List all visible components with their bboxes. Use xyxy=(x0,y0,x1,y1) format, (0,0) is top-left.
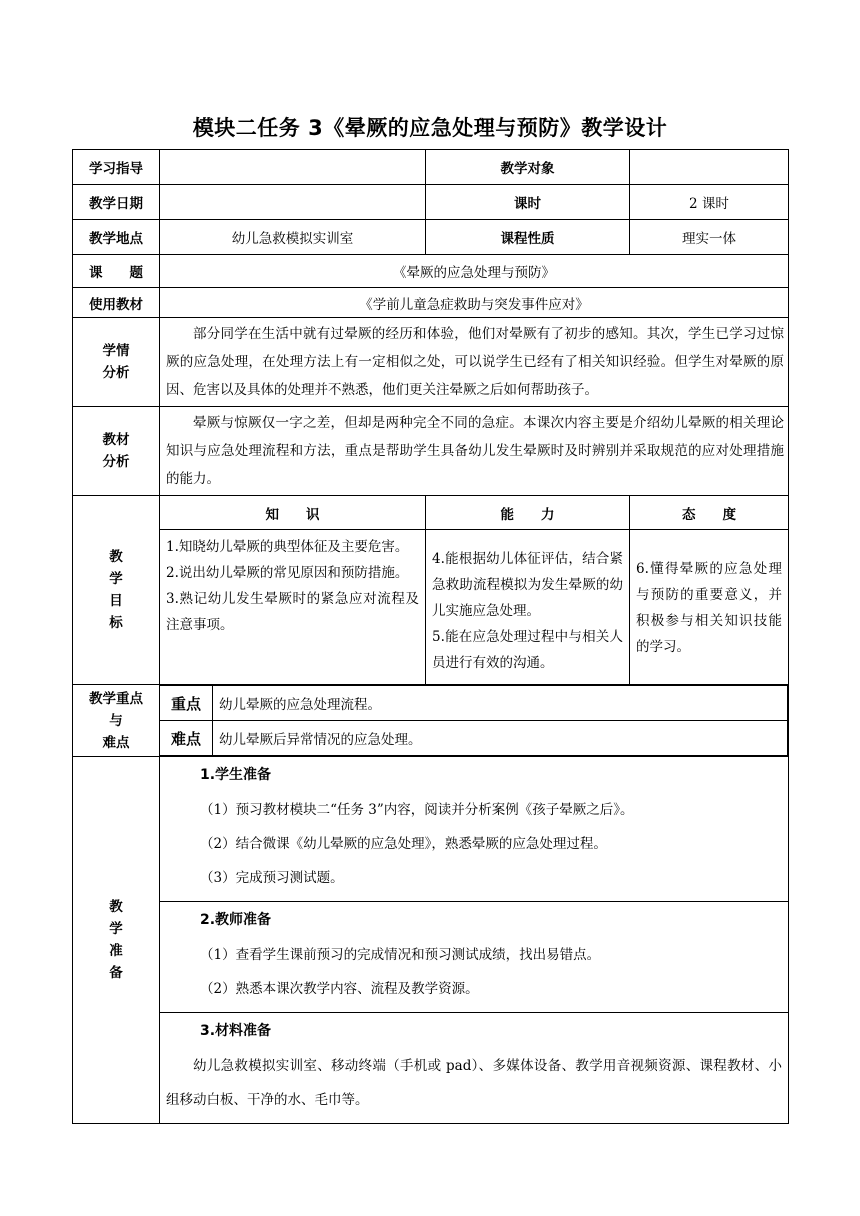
textbook-value: 《学前儿童急症救助与突发事件应对》 xyxy=(160,288,789,318)
lesson-plan-table xyxy=(72,149,789,1124)
keypoints-inner-table xyxy=(160,685,788,756)
list-item: （1）预习教材模块二“任务 3”内容，阅读并分析案例《孩子晕厥之后》。 xyxy=(200,802,634,818)
hours-label: 课时 xyxy=(426,185,630,220)
student-analysis-label: 学情 分析 xyxy=(73,318,160,407)
date-label: 教学日期 xyxy=(73,185,160,220)
keypoints-cell xyxy=(160,685,789,757)
nature-value: 理实一体 xyxy=(630,220,789,255)
material-analysis-text: 晕厥与惊厥仅一字之差，但却是两种完全不同的急症。本课次内容主要是介绍幼儿晕厥的相关理论知识与应急处理流程和方法，重点是帮助学生具备幼儿发生晕厥时及时辨别并采取规范的应对处理措施的能力。 xyxy=(160,407,789,496)
list-item: （3）完成预习测试题。 xyxy=(200,870,344,886)
teacher-prep-section xyxy=(160,901,788,1012)
attitude-goals xyxy=(630,530,789,685)
material-analysis-label: 教材 分析 xyxy=(73,407,160,496)
goals-label: 教 学 目 标 xyxy=(73,496,160,685)
target-label: 教学对象 xyxy=(426,150,630,185)
prep-label: 教 学 准 备 xyxy=(73,757,160,1124)
list-item: （1）查看学生课前预习的完成情况和预习测试成绩，找出易错点。 xyxy=(200,947,601,963)
key-label: 重点 xyxy=(160,686,213,721)
hard-label: 难点 xyxy=(160,721,213,756)
list-item: 6.懂得晕厥的应急处理与预防的重要意义，并积极参与相关知识技能的学习。 xyxy=(636,561,782,655)
keypoints-label: 教学重点 与 难点 xyxy=(73,685,160,757)
material-prep-header: 3.材料准备 xyxy=(200,1023,272,1039)
prep-content xyxy=(160,757,789,1124)
topic-value: 《晕厥的应急处理与预防》 xyxy=(160,255,789,288)
list-item: （2）熟悉本课次教学内容、流程及教学资源。 xyxy=(200,981,479,997)
ability-header: 能 力 xyxy=(426,496,630,530)
date-value xyxy=(160,185,426,220)
list-item: 3.熟记幼儿发生晕厥时的紧急应对流程及注意事项。 xyxy=(166,591,419,633)
list-item: 1.知晓幼儿晕厥的典型体征及主要危害。 xyxy=(166,539,409,555)
textbook-label: 使用教材 xyxy=(73,288,160,318)
study-guide-value xyxy=(160,150,426,185)
material-prep-text: 幼儿急救模拟实训室、移动终端（手机或 pad）、多媒体设备、教学用音视频资源、课程教材、小组移动白板、干净的水、毛巾等。 xyxy=(166,1058,782,1108)
hard-text: 幼儿晕厥后异常情况的应急处理。 xyxy=(213,721,788,756)
list-item: 2.说出幼儿晕厥的常见原因和预防措施。 xyxy=(166,565,409,581)
nature-label: 课程性质 xyxy=(426,220,630,255)
student-analysis-text: 部分同学在生活中就有过晕厥的经历和体验，他们对晕厥有了初步的感知。其次，学生已学习过惊厥的应急处理，在处理方法上有一定相似之处，可以说学生已经有了相关知识经验。但学生对晕厥的原因、危害以及具体的处理并不熟悉，他们更关注晕厥之后如何帮助孩子。 xyxy=(160,318,789,407)
student-prep-section xyxy=(160,757,788,901)
target-value xyxy=(630,150,789,185)
teacher-prep-header: 2.教师准备 xyxy=(200,912,272,928)
key-text: 幼儿晕厥的应急处理流程。 xyxy=(213,686,788,721)
list-item: 5.能在应急处理过程中与相关人员进行有效的沟通。 xyxy=(432,629,623,671)
attitude-header: 态 度 xyxy=(630,496,789,530)
list-item: 4.能根据幼儿体征评估，结合紧急救助流程模拟为发生晕厥的幼儿实施应急处理。 xyxy=(432,551,623,619)
place-label: 教学地点 xyxy=(73,220,160,255)
topic-label: 课 题 xyxy=(73,255,160,288)
knowledge-goals xyxy=(160,530,426,685)
page-title: 模块二任务 3《晕厥的应急处理与预防》教学设计 xyxy=(192,116,668,140)
place-value: 幼儿急救模拟实训室 xyxy=(160,220,426,255)
material-prep-section xyxy=(160,1012,788,1123)
student-prep-header: 1.学生准备 xyxy=(200,767,272,783)
study-guide-label: 学习指导 xyxy=(73,150,160,185)
list-item: （2）结合微课《幼儿晕厥的应急处理》，熟悉晕厥的应急处理过程。 xyxy=(200,836,607,852)
hours-value: 2 课时 xyxy=(630,185,789,220)
ability-goals xyxy=(426,530,630,685)
knowledge-header: 知 识 xyxy=(160,496,426,530)
